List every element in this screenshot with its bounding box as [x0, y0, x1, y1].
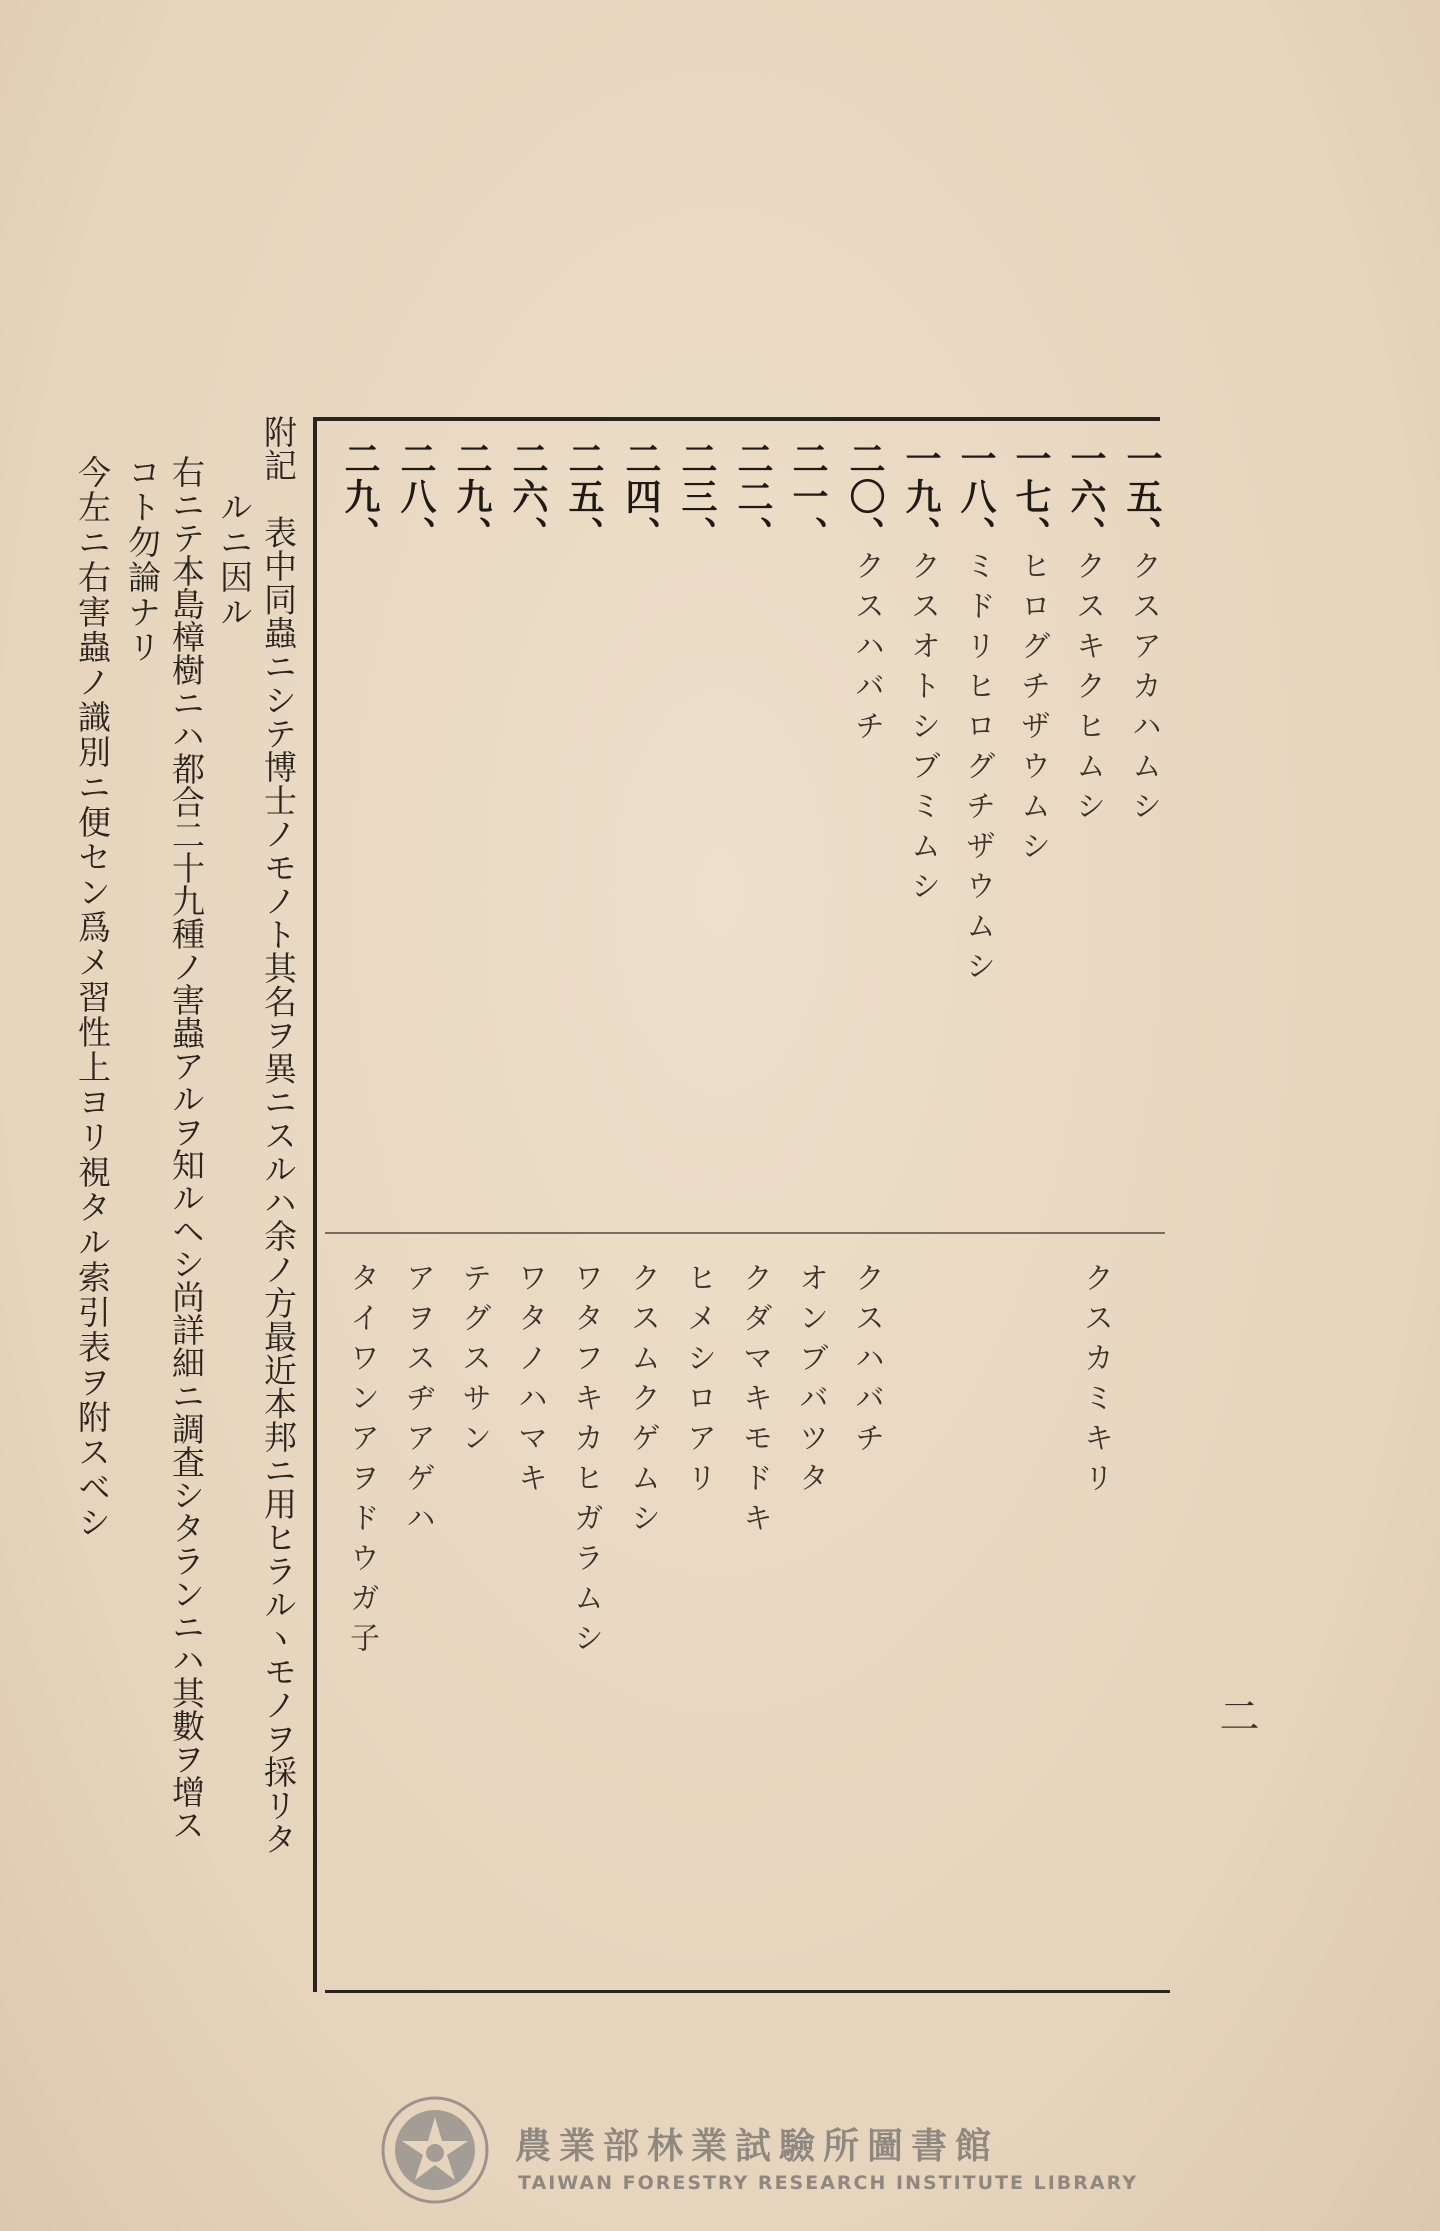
row-alt-name: ワタフキカヒガラムシ — [568, 1262, 603, 1662]
note-line: 附記 表中同蟲ニシテ博士ノモノト其名ヲ異ニスルハ余ノ方最近本邦ニ用ヒラルヽモノヲ採リタ — [259, 415, 298, 1856]
row-number: 二四、 — [620, 440, 662, 554]
row-number: 二〇、 — [844, 440, 886, 554]
row-alt-name: クスムクゲムシ — [625, 1262, 660, 1542]
row-number: 一七、 — [1010, 440, 1052, 554]
row-alt-name: オンブバツタ — [793, 1262, 828, 1502]
row-alt-name: ヒメシロアリ — [681, 1262, 716, 1502]
row-alt-name: テグスサン — [456, 1262, 491, 1462]
row-name: クスオトシブミムシ — [905, 550, 940, 910]
row-name: ミドリヒログチザウムシ — [960, 550, 995, 990]
row-name: クスハバチ — [849, 550, 884, 750]
row-name: クスアカハムシ — [1126, 550, 1161, 830]
row-number: 一八、 — [955, 440, 997, 554]
note-line: コト勿論ナリ — [123, 455, 162, 665]
row-number: 一九、 — [900, 440, 942, 554]
table-top-rule — [315, 417, 1160, 421]
row-name: クスキクヒムシ — [1070, 550, 1105, 830]
library-name-cn: 農業部林業試驗所圖書館 — [515, 2126, 1000, 2167]
note-line: 右ニテ本島樟樹ニハ都合二十九種ノ害蟲アルヲ知ルヘシ尚詳細ニ調査シタランニハ其數ヲ增ス — [167, 455, 206, 1841]
note-line: ルニ因ル — [215, 490, 254, 630]
row-alt-name: タイワンアヲドウガ子 — [344, 1262, 379, 1662]
row-number: 一六、 — [1065, 440, 1107, 554]
row-number: 二三、 — [676, 440, 718, 554]
row-number: 二九、 — [451, 440, 493, 554]
row-number: 二六、 — [507, 440, 549, 554]
table-left-rule — [313, 417, 317, 1992]
page-number: 二 — [1213, 1695, 1259, 1735]
row-number: 一五、 — [1121, 440, 1163, 554]
library-seal-icon — [380, 2095, 490, 2205]
row-name: ヒログチザウムシ — [1015, 550, 1050, 870]
row-number: 二二、 — [732, 440, 774, 554]
row-alt-name: クスカミキリ — [1078, 1262, 1113, 1502]
table-middle-rule — [325, 1232, 1165, 1234]
row-number: 二九、 — [339, 440, 381, 554]
row-number: 二一、 — [787, 440, 829, 554]
row-alt-name: アヲスヂアゲハ — [400, 1262, 435, 1542]
row-alt-name: クダマキモドキ — [737, 1262, 772, 1542]
row-number: 二八、 — [395, 440, 437, 554]
library-name-en: TAIWAN FORESTRY RESEARCH INSTITUTE LIBRARY — [518, 2172, 1138, 2194]
table-bottom-rule — [325, 1990, 1170, 1993]
note-line: 今左ニ右害蟲ノ識別ニ便セン爲メ習性上ヨリ視タル索引表ヲ附スベシ — [73, 455, 112, 1540]
row-alt-name: ワタノハマキ — [512, 1262, 547, 1502]
row-number: 二五、 — [563, 440, 605, 554]
row-alt-name: クスハバチ — [849, 1262, 884, 1462]
